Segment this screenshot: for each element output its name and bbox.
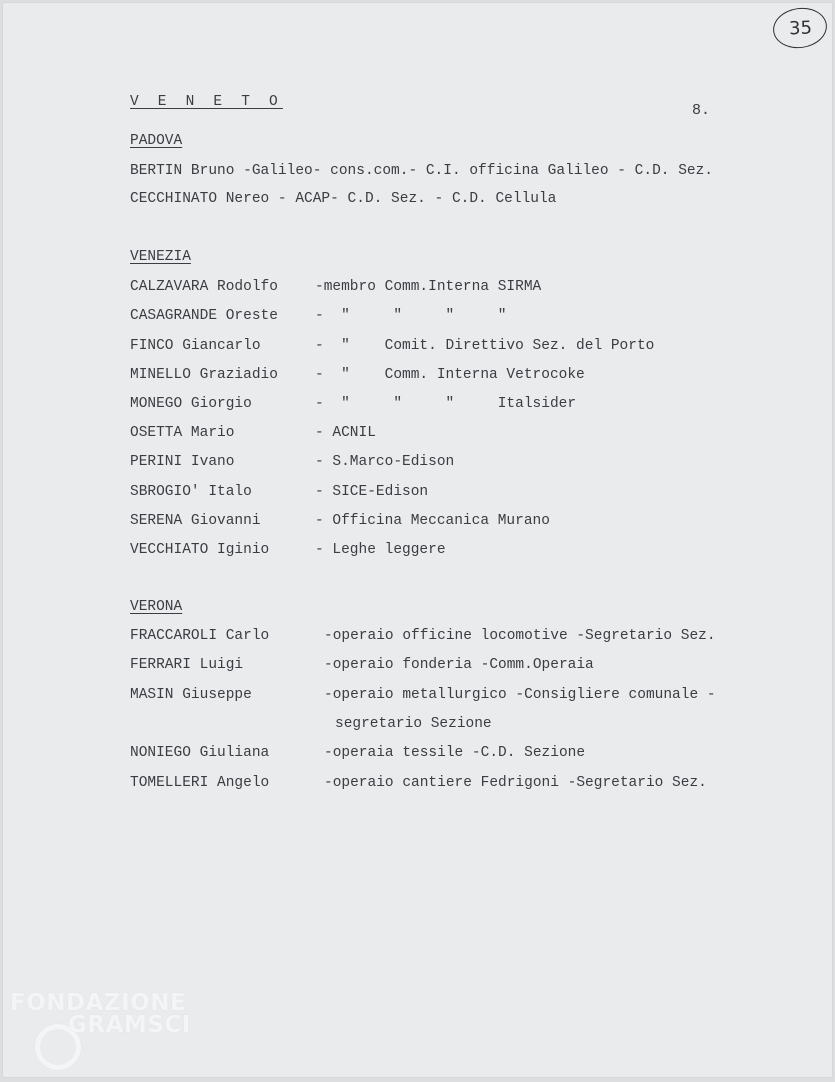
person-role: - SICE-Edison <box>315 484 429 500</box>
person-role: - Officina Meccanica Murano <box>315 513 550 529</box>
person-role-continued: segretario Sezione <box>335 716 492 732</box>
person-name: MINELLO Graziadio <box>130 367 278 383</box>
person-name: FINCO Giancarlo <box>130 338 261 354</box>
padova-line: CECCHINATO Nereo - ACAP- C.D. Sez. - C.D. Cellula <box>130 191 557 207</box>
person-role: - " " " Italsider <box>315 396 577 412</box>
person-role: -operaia tessile -C.D. Sezione <box>324 745 586 761</box>
person-role: - " Comit. Direttivo Sez. del Porto <box>315 338 655 354</box>
watermark-line-1: FONDAZIONE <box>10 990 187 1016</box>
person-role: -membro Comm.Interna SIRMA <box>315 279 542 295</box>
person-role: -operaio metallurgico -Consigliere comunale - <box>324 687 716 703</box>
padova-line: BERTIN Bruno -Galileo- cons.com.- C.I. officina Galileo - C.D. Sez. <box>130 163 713 179</box>
person-role: -operaio cantiere Fedrigoni -Segretario Sez. <box>324 775 707 791</box>
person-role: - ACNIL <box>315 425 376 441</box>
person-name: SERENA Giovanni <box>130 513 261 529</box>
person-role: - S.Marco-Edison <box>315 454 455 470</box>
person-name: FERRARI Luigi <box>130 657 244 673</box>
city-heading-verona: VERONA <box>130 599 183 615</box>
person-role: -operaio fonderia -Comm.Operaia <box>324 657 594 673</box>
city-heading-padova: PADOVA <box>130 133 183 149</box>
region-title: V E N E T O <box>130 94 283 110</box>
person-role: -operaio officine locomotive -Segretario Sez. <box>324 628 716 644</box>
person-name: SBROGIO' Italo <box>130 484 252 500</box>
person-name: FRACCAROLI Carlo <box>130 628 270 644</box>
watermark <box>10 992 191 1036</box>
person-name: CASAGRANDE Oreste <box>130 308 278 324</box>
folio-number: 35 <box>788 17 812 39</box>
person-name: MASIN Giuseppe <box>130 687 252 703</box>
person-name: NONIEGO Giuliana <box>130 745 270 761</box>
document-page <box>2 2 833 1078</box>
person-role: - Leghe leggere <box>315 542 446 558</box>
watermark-line-2: GRAMSCI <box>68 1012 191 1038</box>
person-role: - " Comm. Interna Vetrocoke <box>315 367 585 383</box>
person-name: TOMELLERI Angelo <box>130 775 270 791</box>
person-role: - " " " " <box>315 308 507 324</box>
folio-stamp <box>770 4 829 51</box>
page-number: 8. <box>692 102 711 119</box>
person-name: PERINI Ivano <box>130 454 235 470</box>
person-name: CALZAVARA Rodolfo <box>130 279 278 295</box>
person-name: OSETTA Mario <box>130 425 235 441</box>
city-heading-venezia: VENEZIA <box>130 249 191 265</box>
person-name: VECCHIATO Iginio <box>130 542 270 558</box>
person-name: MONEGO Giorgio <box>130 396 252 412</box>
